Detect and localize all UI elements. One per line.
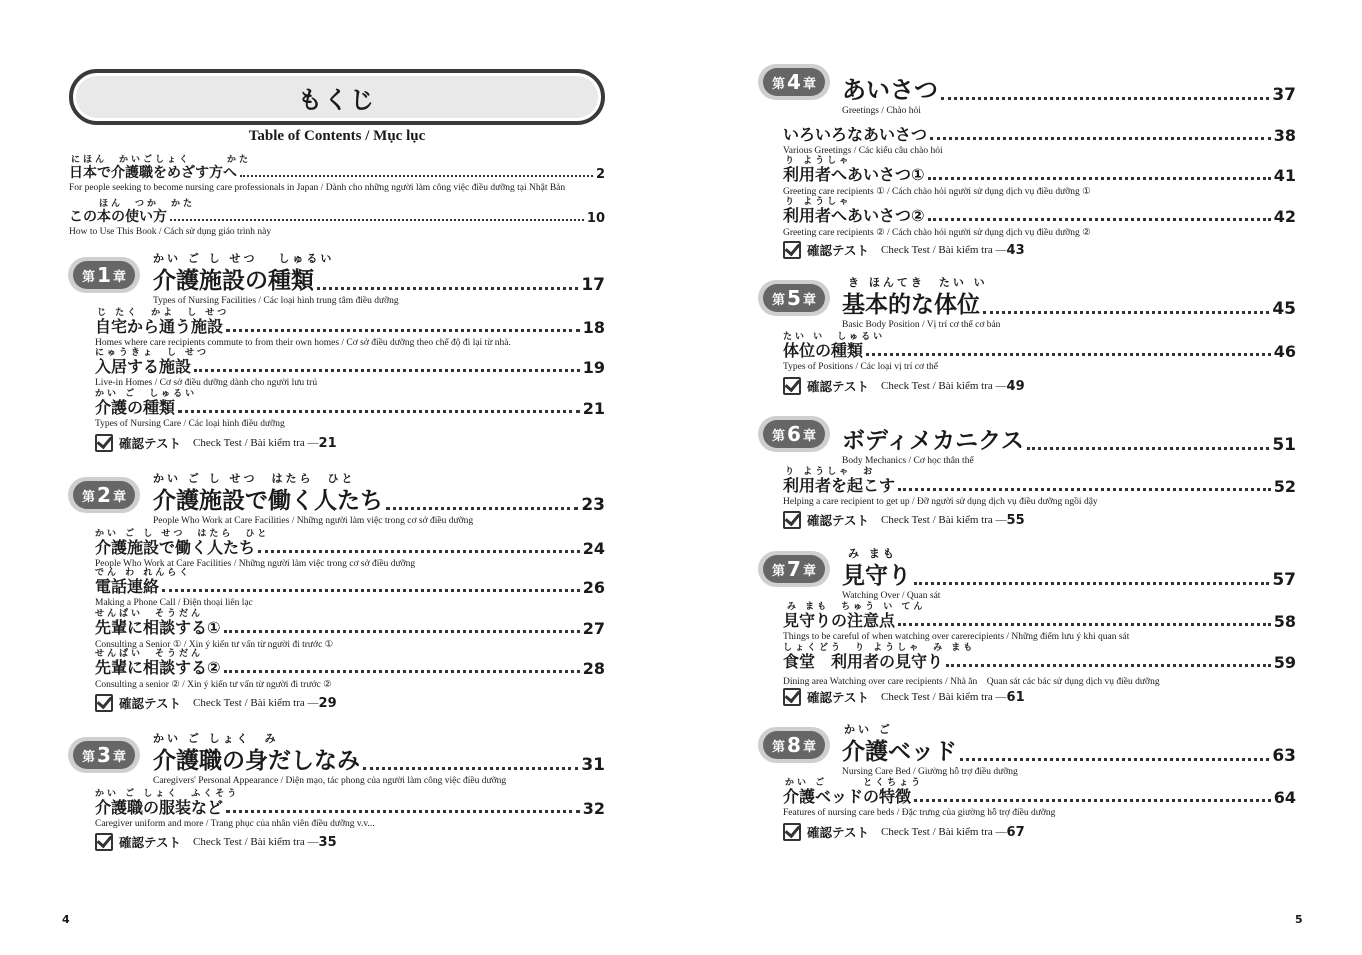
leader-dots	[1027, 447, 1269, 450]
ruby: にゅうきょ し せつ	[95, 348, 209, 358]
section-entry[interactable]	[783, 153, 1296, 197]
section-title: 利用者へあいさつ①	[783, 165, 925, 184]
leader-dots	[317, 287, 578, 290]
leader-dots	[224, 630, 580, 633]
ruby: じ たく かよ し せつ	[97, 308, 230, 318]
check-text: Check Test / Bài kiểm tra —	[881, 514, 1007, 526]
page-number: 61	[1006, 689, 1025, 705]
check-text: Check Test / Bài kiểm tra —	[881, 244, 1007, 256]
leader-dots	[258, 550, 580, 553]
ruby: み まも ちゅう い てん	[787, 602, 926, 612]
page-number: 32	[582, 799, 605, 818]
section-entry[interactable]	[783, 194, 1296, 238]
section-title: 介護施設で働く人たち	[95, 538, 256, 557]
chapter-2-entry[interactable]	[153, 470, 605, 526]
ruby: にほん かいごしょく かた	[71, 155, 252, 165]
section-subtitle: Consulting a senior ② / Xin ý kiến tư vấn từ người đi trước ②	[95, 680, 332, 690]
page-number: 43	[1006, 242, 1025, 258]
page-number-left: 4	[62, 913, 70, 926]
page-number: 55	[1006, 512, 1025, 528]
leader-dots	[946, 664, 1271, 667]
chapter-title: 介護ベッド	[842, 739, 957, 765]
leader-dots	[960, 758, 1269, 761]
chapter-1-badge: 第 1 章	[68, 257, 140, 293]
page-number: 63	[1272, 746, 1296, 766]
chapter-7-badge: 第 7 章	[758, 551, 830, 587]
toc-subtitle: Table of Contents / Mục lục	[248, 128, 426, 144]
leader-dots	[898, 488, 1271, 491]
leader-dots	[386, 507, 578, 510]
section-title: 先輩に相談する①	[95, 618, 221, 637]
ruby: き ほんてき たい い	[848, 276, 988, 289]
page-number: 26	[582, 578, 605, 597]
section-title: 介護ベッドの特徴	[783, 787, 912, 806]
page-number: 45	[1272, 299, 1296, 319]
ruby: しょくどう り ようしゃ み まも	[783, 643, 976, 653]
chapter-subtitle: Types of Nursing Facilities / Các loại hình trung tâm điều dưỡng	[153, 296, 399, 306]
section-subtitle: Live-in Homes / Cơ sở điều dưỡng dành cho người lưu trú	[95, 378, 318, 388]
chapter-8-badge: 第 8 章	[758, 727, 830, 763]
section-entry[interactable]	[95, 606, 605, 650]
entry-title: 日本で介護職をめざす方へ	[69, 165, 237, 181]
page-number: 24	[582, 539, 605, 558]
intro-entry-2[interactable]	[69, 196, 605, 237]
chapter-6-entry[interactable]	[842, 410, 1296, 466]
page-number: 23	[581, 495, 605, 515]
ruby: り ようしゃ お	[785, 467, 876, 477]
chapter-8-entry[interactable]	[842, 721, 1296, 777]
check-text: Check Test / Bài kiểm tra —	[193, 697, 319, 709]
entry-title: この本の使い方	[69, 209, 167, 225]
section-entry[interactable]	[95, 305, 605, 348]
section-title: 見守りの注意点	[783, 611, 896, 630]
section-subtitle: Greeting care recipients ① / Cách chào hỏi người sử dụng dịch vụ điều dưỡng ①	[783, 187, 1091, 197]
section-title: 入居する施設	[95, 357, 192, 376]
ruby: かい ご しゅるい	[95, 389, 198, 399]
checkbox-icon	[95, 833, 113, 851]
page-number: 21	[582, 399, 605, 418]
ruby: かい ご しょく み	[153, 732, 279, 745]
leader-dots	[866, 353, 1271, 356]
page-number: 10	[586, 211, 605, 226]
section-title: 自宅から通う施設	[95, 317, 224, 336]
leader-dots	[983, 311, 1269, 314]
chapter-subtitle: Watching Over / Quan sát	[842, 591, 941, 601]
section-entry[interactable]	[95, 786, 605, 829]
chapter-subtitle: Body Mechanics / Cơ học thân thể	[842, 456, 974, 466]
section-subtitle: Types of Positions / Các loại vị trí cơ thể	[783, 362, 939, 372]
check-text: Check Test / Bài kiểm tra —	[881, 826, 1007, 838]
ruby: せんぱい そうだん	[95, 609, 204, 619]
section-entry[interactable]	[95, 526, 605, 569]
entry-subtitle: How to Use This Book / Cách sử dụng giáo trình này	[69, 227, 272, 237]
page-number: 28	[582, 659, 605, 678]
leader-dots	[240, 175, 593, 177]
section-entry[interactable]	[95, 565, 605, 608]
check-label: 確認テスト	[807, 379, 870, 394]
check-test-4[interactable]	[783, 241, 1025, 259]
checkbox-icon	[783, 241, 801, 259]
section-entry[interactable]	[95, 345, 605, 388]
check-test-8[interactable]	[783, 823, 1025, 841]
section-entry[interactable]	[783, 599, 1296, 642]
chapter-4-badge: 第 4 章	[758, 64, 830, 100]
check-label: 確認テスト	[807, 825, 870, 840]
toc-title-box	[69, 69, 605, 125]
section-subtitle: Caregiver uniform and more / Trang phục của nhân viên điều dưỡng v.v...	[95, 819, 375, 829]
page-number: 58	[1273, 612, 1296, 631]
leader-dots	[224, 670, 580, 673]
section-entry[interactable]	[783, 640, 1296, 687]
section-subtitle: People Who Work at Care Facilities / Những người làm việc trong cơ sở điều dưỡng	[95, 559, 416, 569]
section-subtitle: Features of nursing care beds / Đặc trưng của giường hỗ trợ điều dưỡng	[783, 808, 1056, 818]
chapter-title: 介護施設で働く人たち	[153, 488, 383, 514]
leader-dots	[226, 329, 580, 332]
page-number: 19	[582, 358, 605, 377]
section-entry[interactable]	[95, 386, 605, 429]
page-number: 51	[1272, 435, 1296, 455]
check-label: 確認テスト	[119, 835, 182, 850]
leader-dots	[928, 218, 1271, 221]
check-test-2[interactable]	[95, 694, 337, 712]
check-test-3[interactable]	[95, 833, 337, 851]
page-number: 35	[318, 834, 337, 850]
ruby: かい ご	[844, 723, 893, 736]
checkbox-icon	[95, 694, 113, 712]
check-test-5[interactable]	[783, 377, 1025, 395]
page-number: 37	[1272, 85, 1296, 105]
leader-dots	[928, 177, 1271, 180]
ruby: かい ご し せつ はたら ひと	[153, 472, 356, 485]
section-subtitle: Dining area Watching over care recipients / Nhà ăn Quan sát các bác sử dụng dịch vụ điều dưỡng	[783, 677, 1160, 687]
check-text: Check Test / Bài kiểm tra —	[881, 691, 1007, 703]
section-subtitle: Types of Nursing Care / Các loại hình điều dưỡng	[95, 419, 285, 429]
ruby: かい ご とくちょう	[785, 778, 924, 788]
chapter-subtitle: Basic Body Position / Vị trí cơ thể cơ bản	[842, 320, 1001, 330]
section-subtitle: Various Greetings / Các kiểu câu chào hỏi	[783, 146, 943, 156]
chapter-3-entry[interactable]	[153, 730, 605, 786]
check-text: Check Test / Bài kiểm tra —	[881, 380, 1007, 392]
section-title: 利用者を起こす	[783, 476, 896, 495]
chapter-6-badge: 第 6 章	[758, 416, 830, 452]
check-text: Check Test / Bài kiểm tra —	[193, 437, 319, 449]
page-number: 67	[1006, 824, 1025, 840]
section-entry[interactable]	[783, 113, 1296, 156]
chapter-7-entry[interactable]	[842, 545, 1296, 601]
leader-dots	[930, 137, 1271, 140]
page-number-right: 5	[1295, 913, 1303, 926]
chapter-subtitle: Greetings / Chào hỏi	[842, 106, 921, 116]
section-entry[interactable]	[783, 464, 1296, 507]
page-number: 38	[1273, 126, 1296, 145]
section-title: 介護職の服装など	[95, 798, 224, 817]
check-label: 確認テスト	[807, 513, 870, 528]
leader-dots	[363, 767, 578, 770]
section-title: 電話連絡	[95, 577, 160, 596]
page-number: 27	[582, 619, 605, 638]
ruby: でん わ れんらく	[95, 568, 192, 578]
check-label: 確認テスト	[119, 436, 182, 451]
page-number: 29	[318, 695, 337, 711]
page-number: 17	[581, 275, 605, 295]
section-title: 先輩に相談する②	[95, 658, 221, 677]
checkbox-icon	[783, 823, 801, 841]
right-page	[681, 0, 1362, 955]
leader-dots	[178, 410, 580, 413]
check-label: 確認テスト	[807, 243, 870, 258]
leader-dots	[898, 623, 1271, 626]
chapter-subtitle: People Who Work at Care Facilities / Những người làm việc trong cơ sở điều dưỡng	[153, 516, 474, 526]
chapter-2-badge: 第 2 章	[68, 477, 140, 513]
ruby: かい ご し せつ しゅるい	[153, 252, 335, 265]
ruby: たい い しゅるい	[783, 332, 886, 342]
leader-dots	[914, 582, 1269, 585]
section-entry[interactable]	[95, 646, 605, 690]
section-subtitle: Things to be careful of when watching over carerecipients / Những điểm lưu ý khi quan sát	[783, 632, 1130, 642]
page-number: 21	[318, 435, 337, 451]
chapter-subtitle: Caregivers' Personal Appearance / Diện mạo, tác phong của người làm công việc điều dưỡng	[153, 776, 507, 786]
entry-subtitle: For people seeking to become nursing care professionals in Japan / Dành cho những người làm công việc điều dưỡng tại Nhật Bản	[69, 183, 566, 193]
section-title: 体位の種類	[783, 341, 864, 360]
toc-title: もくじ	[298, 85, 376, 114]
section-entry[interactable]	[783, 329, 1296, 372]
checkbox-icon	[95, 434, 113, 452]
section-subtitle: Consulting a Senior ① / Xin ý kiến tư vấn từ người đi trước ①	[95, 640, 334, 650]
chapter-5-badge: 第 5 章	[758, 280, 830, 316]
leader-dots	[914, 799, 1271, 802]
checkbox-icon	[783, 688, 801, 706]
chapter-title: 介護職の身だしなみ	[153, 748, 360, 774]
ruby: かい ご しょく ふくそう	[95, 789, 240, 799]
leader-dots	[194, 369, 580, 372]
leader-dots	[162, 589, 580, 592]
section-subtitle: Helping a care recipient to get up / Đỡ người sử dụng dịch vụ điều dưỡng ngồi dậy	[783, 497, 1098, 507]
page-number: 52	[1273, 477, 1296, 496]
chapter-3-badge: 第 3 章	[68, 737, 140, 773]
page-number: 57	[1272, 570, 1296, 590]
check-label: 確認テスト	[807, 690, 870, 705]
chapter-title: あいさつ	[842, 76, 938, 104]
page-number: 49	[1006, 378, 1025, 394]
leader-dots	[941, 97, 1269, 100]
section-entry[interactable]	[783, 775, 1296, 818]
chapter-subtitle: Nursing Care Bed / Giường hỗ trợ điều dưỡng	[842, 767, 1018, 777]
leader-dots	[226, 810, 580, 813]
section-title: 利用者へあいさつ②	[783, 206, 925, 225]
section-title: 介護の種類	[95, 398, 176, 417]
ruby: ほん つか かた	[99, 199, 196, 209]
section-title: 食堂 利用者の見守り	[783, 652, 944, 671]
checkbox-icon	[783, 377, 801, 395]
chapter-title: 見守り	[842, 563, 911, 589]
page-number: 59	[1273, 653, 1296, 672]
page-number: 31	[581, 755, 605, 775]
chapter-title: ボディメカニクス	[842, 428, 1024, 454]
page-number: 42	[1273, 207, 1296, 226]
page-number: 64	[1273, 788, 1296, 807]
section-subtitle: Homes where care recipients commute to from their own homes / Cơ sở điều dưỡng theo chế độ đi lại từ nhà.	[95, 338, 511, 348]
ruby: み まも	[848, 547, 897, 560]
page-number: 2	[595, 167, 605, 182]
chapter-title: 介護施設の種類	[153, 268, 314, 294]
check-test-6[interactable]	[783, 511, 1025, 529]
chapter-1-entry[interactable]	[153, 250, 605, 306]
ruby: り ようしゃ	[785, 156, 852, 166]
page-number: 46	[1273, 342, 1296, 361]
ruby: せんぱい そうだん	[95, 649, 204, 659]
chapter-5-entry[interactable]	[842, 274, 1296, 330]
intro-entry-1[interactable]	[69, 152, 605, 193]
check-test-1[interactable]	[95, 434, 337, 452]
page-number: 41	[1273, 166, 1296, 185]
ruby: かい ご し せつ はたら ひと	[95, 529, 270, 539]
chapter-4-entry[interactable]	[842, 58, 1296, 116]
leader-dots	[170, 219, 584, 221]
ruby: り ようしゃ	[785, 197, 852, 207]
section-subtitle: Greeting care recipients ② / Cách chào hỏi người sử dụng dịch vụ điều dưỡng ②	[783, 228, 1091, 238]
checkbox-icon	[783, 511, 801, 529]
chapter-title: 基本的な体位	[842, 292, 980, 318]
check-label: 確認テスト	[119, 696, 182, 711]
check-test-7[interactable]	[783, 688, 1025, 706]
page-number: 18	[582, 318, 605, 337]
section-subtitle: Making a Phone Call / Điện thoại liên lạc	[95, 598, 253, 608]
check-text: Check Test / Bài kiểm tra —	[193, 836, 319, 848]
section-title: いろいろなあいさつ	[783, 125, 928, 144]
